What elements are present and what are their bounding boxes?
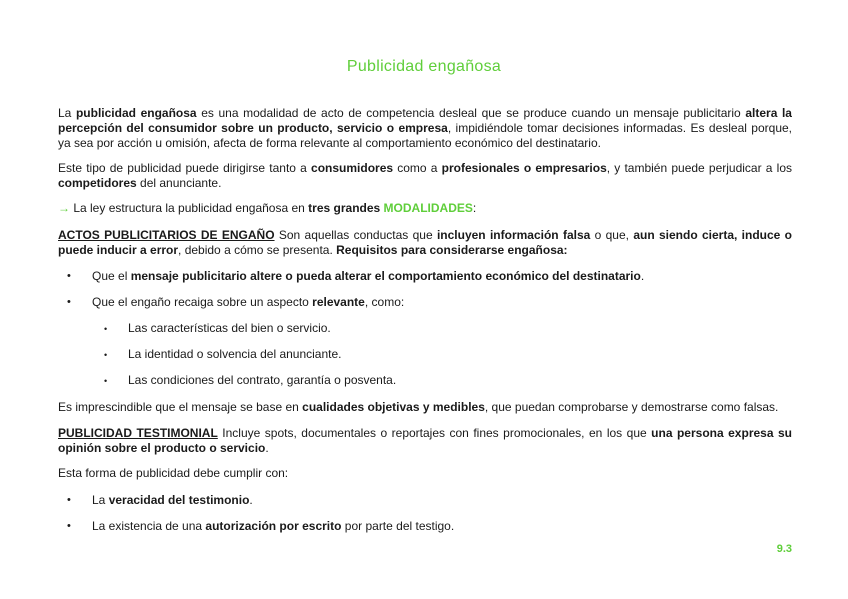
section-deceptive-acts — [58, 228, 792, 258]
list-item-text: La veracidad del testimonio. — [92, 493, 253, 507]
sub-list-item-text: Las características del bien o servicio. — [128, 321, 331, 335]
modalities-intro — [58, 201, 476, 216]
bullet-icon: • — [104, 350, 108, 360]
bullet-icon: • — [104, 376, 108, 386]
bold-text: tres grandes — [308, 201, 381, 215]
text: como a — [393, 161, 442, 175]
objective-qualities-paragraph — [58, 400, 778, 415]
text: o que, — [590, 228, 634, 242]
audience-paragraph — [58, 161, 792, 191]
sub-list-item-text: La identidad o solvencia del anunciante. — [128, 347, 342, 361]
text: , debido a cómo se presenta. — [178, 243, 337, 257]
text: , impidiéndole tomar decisiones informadas. Es desleal porque, ya sea por acción u omisión, afecta de forma relevante al comportamiento económico del destinatario. — [58, 121, 792, 150]
section-heading: ACTOS PUBLICITARIOS DE ENGAÑO — [58, 228, 275, 242]
highlight-text: MODALIDADES — [383, 201, 473, 215]
text: Incluye spots, documentales o reportajes con fines promocionales, en los que — [217, 426, 652, 440]
bullet-icon: • — [104, 324, 108, 334]
requirements-intro: Esta forma de publicidad debe cumplir con: — [58, 466, 289, 480]
list-item-text: Que el mensaje publicitario altere o pueda alterar el comportamiento económico del destinatario. — [92, 269, 645, 283]
bold-text: Requisitos para considerarse engañosa: — [336, 243, 568, 257]
text: La ley estructura la publicidad engañosa en — [70, 201, 309, 215]
text: es una modalidad de acto de competencia desleal que se produce cuando un mensaje publicitario — [196, 106, 746, 120]
text: del anunciante. — [136, 176, 222, 190]
bold-text: profesionales o empresarios — [441, 161, 607, 175]
sub-list-item-text: Las condiciones del contrato, garantía o posventa. — [128, 373, 397, 387]
text: Son aquellas conductas que — [274, 228, 437, 242]
text: , que puedan comprobarse y demostrarse como falsas. — [484, 400, 779, 414]
text: La — [58, 106, 76, 120]
text: , y también puede perjudicar a los — [606, 161, 792, 175]
intro-paragraph — [58, 106, 792, 151]
bullet-icon: • — [67, 296, 71, 308]
bold-text: cualidades objetivas y medibles — [302, 400, 485, 414]
bullet-icon: • — [67, 520, 71, 532]
text: . — [265, 441, 269, 455]
section-heading: PUBLICIDAD TESTIMONIAL — [58, 426, 218, 440]
bullet-icon: • — [67, 494, 71, 506]
list-item-text: La existencia de una autorización por escrito por parte del testigo. — [92, 519, 455, 533]
bold-text: consumidores — [311, 161, 394, 175]
page-number: 9.3 — [776, 543, 792, 555]
text: : — [472, 201, 477, 215]
bold-text: aun siendo cierta, induce o puede inducir a error — [58, 228, 792, 257]
bullet-icon: • — [67, 270, 71, 282]
list-item-text: Que el engaño recaiga sobre un aspecto relevante, como: — [92, 295, 405, 309]
bold-text: una persona expresa su opinión sobre el producto o servicio — [58, 426, 792, 455]
text: Este tipo de publicidad puede dirigirse tanto a — [58, 161, 312, 175]
bold-text: publicidad engañosa — [75, 106, 197, 120]
bold-text: incluyen información falsa — [436, 228, 591, 242]
page-title: Publicidad engañosa — [346, 58, 502, 75]
arrow-icon: → — [58, 201, 70, 215]
bold-text: altera la percepción del consumidor sobre un producto, servicio o empresa — [58, 106, 792, 135]
section-testimonial — [58, 426, 792, 456]
bold-text: competidores — [58, 176, 137, 190]
text: Es imprescindible que el mensaje se base en — [58, 400, 303, 414]
